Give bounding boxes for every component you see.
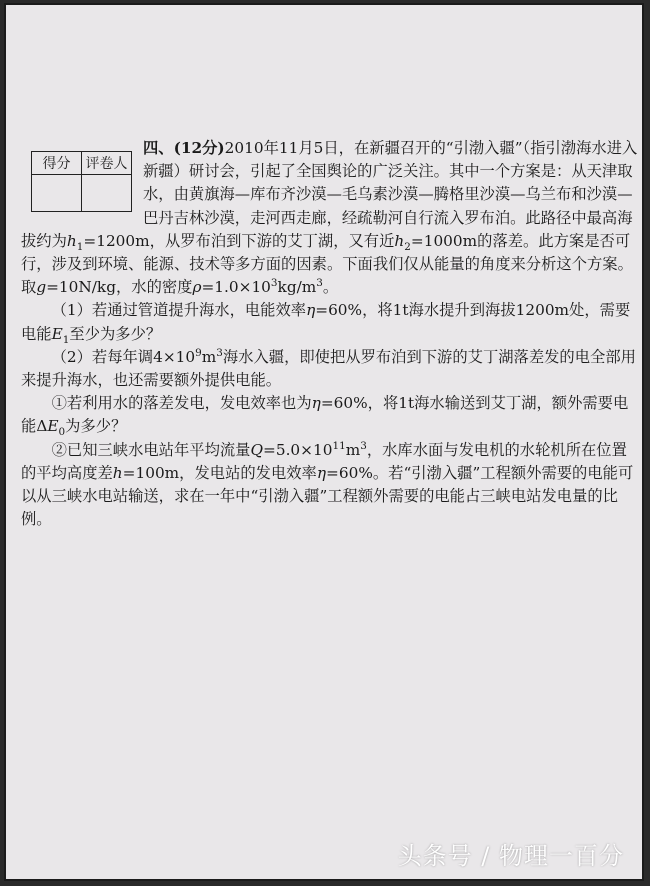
part-1: （1）若通过管道提升海水，电能效率η=60%，将1t海水提升到海拔1200m处，需要电能$E_1$至少为多少？	[21, 301, 631, 346]
part-2-sub-1: ①若利用水的落差发电，发电效率也为η=60%，将1t海水输送到艾丁湖，额外需要电能$\Delta E_0$为多少？	[21, 394, 629, 439]
exam-page	[4, 3, 644, 881]
question-text	[21, 137, 639, 531]
part-2: （2）若每年调$4\times 10^9m^3$海水入疆，即使把从罗布泊到下游的艾丁湖落差发的电全部用来提升海水，也还需要额外提供电能。	[21, 346, 636, 390]
part-2-sub-2: ②已知三峡水电站年平均流量$Q=5.0\times 10^{11}m^3$，水库水面与发电机的水轮机所在位置的平均高度差h=100m，发电站的发电效率η=60%。若“引渤入疆”工程额外需要的电能可以从三峡水电站输送，求在一年中“引渤入疆”工程额外需要的电能占三峡电站发电量的比例。	[21, 439, 634, 529]
question-number: 四、(12分)	[143, 139, 225, 157]
watermark: 头条号 / 物理一百分	[397, 842, 624, 870]
reviewer-header: 评卷人	[82, 152, 132, 175]
question-intro: 四、(12分)2010年11月5日，在新疆召开的“引渤入疆”（指引渤海水进入新疆）研讨会，引起了全国舆论的广泛关注。其中一个方案是：从天津取水，由黄旗海—库布齐沙漠—毛乌素沙漠—腾格里沙漠—乌兰布和沙漠—巴丹吉林沙漠，走河西走廊，经疏勒河自行流入罗布泊。此路径中最高海拔约为$h_1=1200m$，从罗布泊到下游的艾丁湖，又有近$h_2=1000m$的落差。此方案是否可行，涉及到环境、能源、技术等多方面的因素。下面我们仅从能量的角度来分析这个方案。取g=10N/kg，水的密度$\rho=1.0\times 10^3kg/m^3$。	[21, 139, 638, 297]
score-header: 得分	[32, 152, 82, 175]
